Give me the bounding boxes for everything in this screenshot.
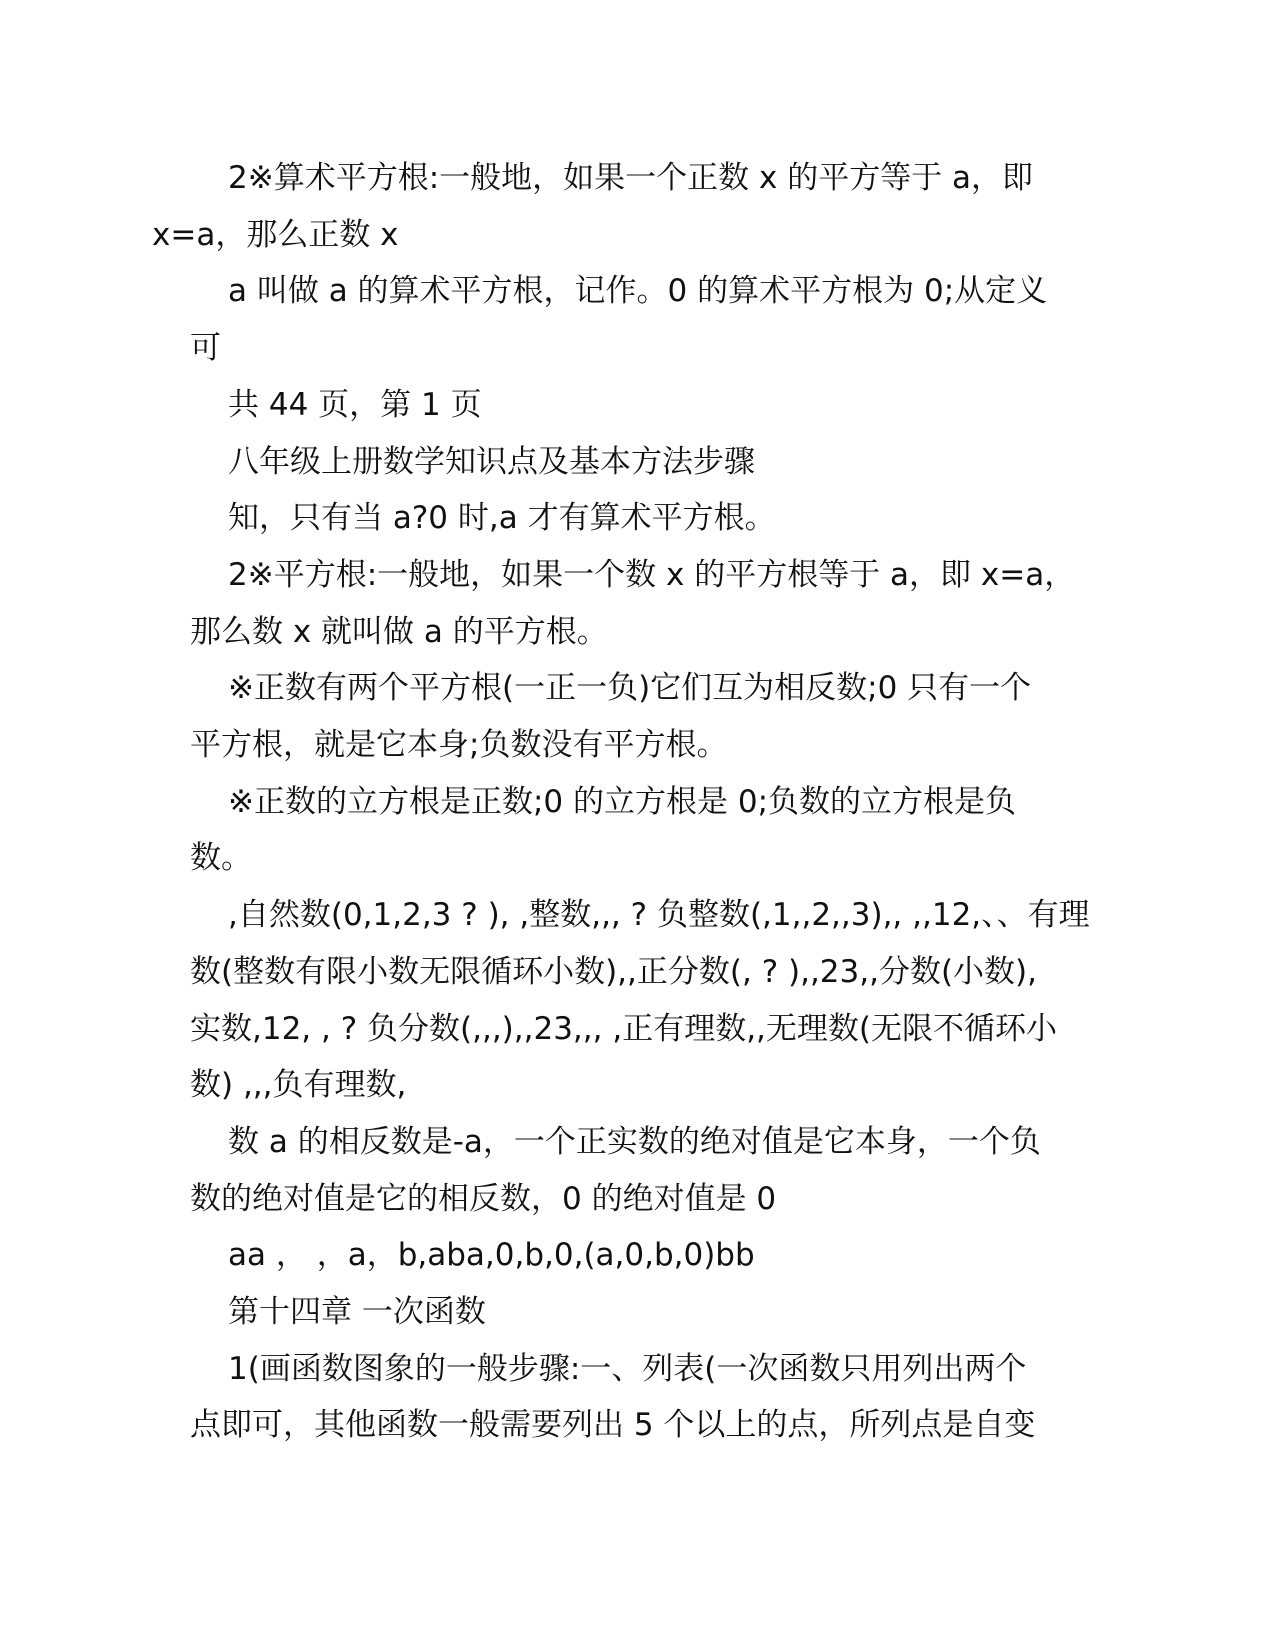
text-line: ,自然数(0,1,2,3 ? ), ,整数,,, ? 负整数(,1,,2,,3),, ,,12,、、有理 [228, 897, 1090, 934]
text-line: 八年级上册数学知识点及基本方法步骤 [228, 443, 755, 480]
paragraph-absolute-formula [190, 1227, 1090, 1284]
text-line: ※正数的立方根是正数;0 的立方根是 0;负数的立方根是负 [228, 783, 1017, 820]
paragraph-opposite-absolute [190, 1114, 1090, 1227]
text-line: 数。 [190, 840, 252, 877]
document-title [190, 434, 1090, 491]
page-counter [190, 377, 1090, 434]
text-line: 数(整数有限小数无限循环小数),,正分数(, ? ),,23,,分数(小数), [190, 953, 1038, 990]
document-body [152, 150, 1090, 1454]
paragraph-graph-steps [190, 1341, 1090, 1454]
text-line: 2※平方根:一般地，如果一个数 x 的平方根等于 a，即 x=a， [228, 556, 1076, 593]
text-line: 点即可，其他函数一般需要列出 5 个以上的点，所列点是自变 [190, 1407, 1036, 1444]
paragraph-arithmetic-root-definition [190, 263, 1090, 376]
paragraph-root-condition [190, 490, 1090, 547]
text-line: x=a，那么正数 x [152, 216, 399, 253]
text-line: 共 44 页，第 1 页 [228, 386, 482, 423]
text-line: 平方根，就是它本身;负数没有平方根。 [190, 727, 728, 764]
text-line: 第十四章 一次函数 [228, 1294, 486, 1331]
paragraph-number-classification [190, 887, 1090, 1114]
chapter-heading [190, 1284, 1090, 1341]
text-line: 知，只有当 a?0 时,a 才有算术平方根。 [228, 500, 776, 537]
paragraph-square-root-properties [190, 660, 1090, 773]
text-line: 数 a 的相反数是-a，一个正实数的绝对值是它本身，一个负 [228, 1123, 1041, 1160]
text-line: a 叫做 a 的算术平方根，记作。0 的算术平方根为 0;从定义 [228, 273, 1048, 310]
text-line: 数) ,,,负有理数, [190, 1067, 407, 1104]
text-line: 1(画函数图象的一般步骤:一、列表(一次函数只用列出两个 [228, 1350, 1027, 1387]
text-line: aa ， ，a，b,aba,0,b,0,(a,0,b,0)bb [228, 1237, 755, 1274]
text-line: 实数,12, , ? 负分数(,,,),,23,,, ,正有理数,,无理数(无限不循环小 [190, 1010, 1057, 1047]
paragraph-square-root [190, 547, 1090, 660]
paragraph-cube-root-properties [190, 774, 1090, 887]
text-line: 2※算术平方根:一般地，如果一个正数 x 的平方等于 a，即 [228, 160, 1034, 196]
text-line: ※正数有两个平方根(一正一负)它们互为相反数;0 只有一个 [228, 670, 1032, 707]
paragraph-arithmetic-square-root [152, 150, 1090, 263]
text-line: 那么数 x 就叫做 a 的平方根。 [190, 613, 608, 650]
text-line: 数的绝对值是它的相反数，0 的绝对值是 0 [190, 1180, 777, 1217]
text-line: 可 [190, 330, 221, 367]
